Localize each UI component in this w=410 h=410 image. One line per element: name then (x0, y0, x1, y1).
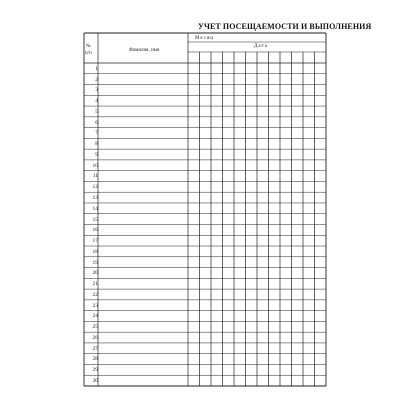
page-title: УЧЕТ ПОСЕЩАЕМОСТИ И ВЫПОЛНЕНИЯ (198, 22, 372, 31)
row-number: 14 (92, 205, 98, 212)
row-number: 8 (95, 141, 98, 148)
row-number: 22 (92, 291, 98, 298)
row-number: 28 (92, 356, 98, 363)
row-number: 7 (95, 130, 98, 137)
row-number: 11 (92, 173, 98, 180)
row-number: 10 (92, 162, 98, 169)
row-number: 27 (92, 345, 98, 352)
row-number: 17 (92, 238, 98, 245)
row-number: 2 (95, 76, 98, 83)
row-number: 9 (95, 151, 98, 158)
row-number: 6 (95, 119, 98, 126)
row-number: 24 (92, 313, 98, 320)
row-number: 12 (92, 184, 98, 191)
row-number: 20 (92, 270, 98, 277)
row-number: 18 (92, 248, 98, 255)
row-number: 15 (92, 216, 98, 223)
row-number: 25 (92, 324, 98, 331)
row-number: 29 (92, 367, 98, 374)
row-number: 19 (92, 259, 98, 266)
row-number: 3 (95, 87, 98, 94)
row-number: 1 (95, 65, 98, 72)
date-header: Дата (254, 44, 268, 49)
number-subheader: п/п (85, 51, 92, 56)
row-number: 26 (92, 334, 98, 341)
row-number: 16 (92, 227, 98, 234)
row-number: 5 (95, 108, 98, 115)
row-number: 23 (92, 302, 98, 309)
row-number: 13 (92, 194, 98, 201)
row-number: 4 (95, 98, 98, 105)
row-number: 30 (92, 378, 98, 384)
month-header: Месяц (195, 36, 214, 41)
number-header: № (86, 44, 91, 49)
name-header: Фамилия, имя (129, 48, 160, 53)
row-number: 21 (92, 281, 98, 288)
